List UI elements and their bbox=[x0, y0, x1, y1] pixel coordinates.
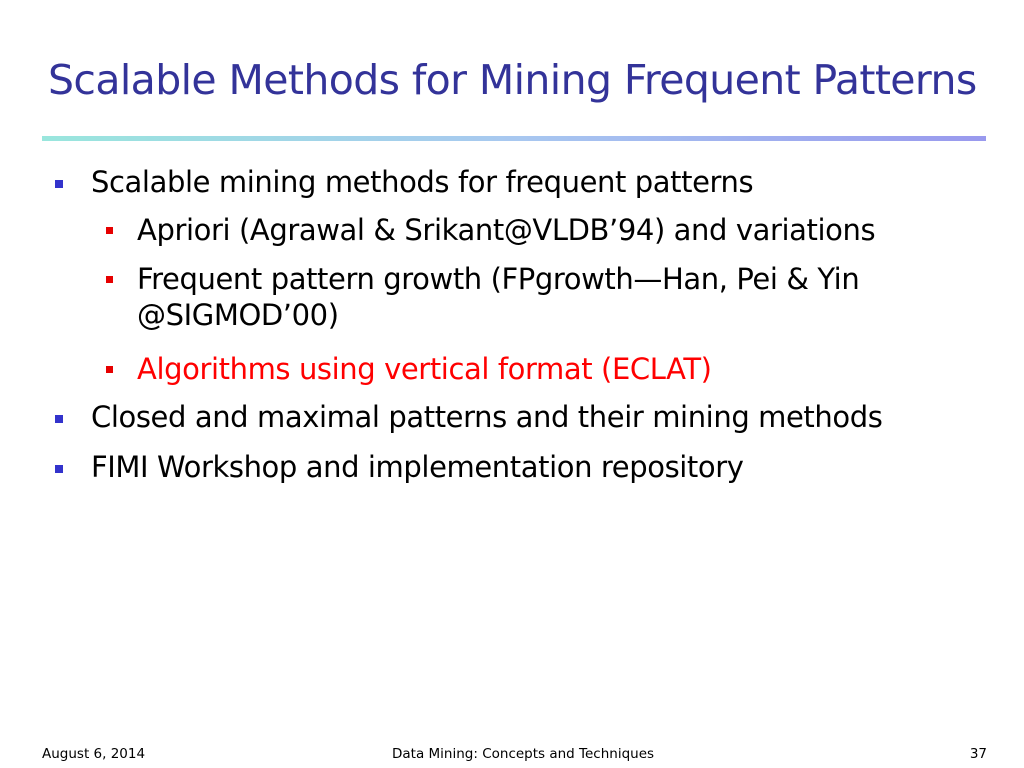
square-bullet-icon bbox=[55, 415, 63, 423]
bullet-text: Frequent pattern growth (FPgrowth—Han, Pei & Yin @SIGMOD’00) bbox=[137, 262, 860, 332]
square-bullet-icon bbox=[106, 276, 113, 283]
bullet-text: Algorithms using vertical format (ECLAT) bbox=[137, 352, 712, 386]
bullet-text: Closed and maximal patterns and their mining methods bbox=[91, 400, 883, 434]
bullet-text: FIMI Workshop and implementation repository bbox=[91, 450, 744, 484]
bullet-item-level2 bbox=[137, 261, 977, 333]
footer-course-title: Data Mining: Concepts and Techniques bbox=[392, 746, 655, 762]
slide-title: Scalable Methods for Mining Frequent Patterns bbox=[48, 56, 977, 104]
bullet-item-level1 bbox=[91, 449, 991, 485]
bullet-item-level1 bbox=[91, 399, 991, 435]
bullet-item-level2 bbox=[137, 212, 977, 248]
bullet-text: Apriori (Agrawal & Srikant@VLDB’94) and variations bbox=[137, 213, 876, 247]
footer-date: August 6, 2014 bbox=[42, 746, 146, 762]
square-bullet-icon bbox=[106, 366, 113, 373]
footer-page-number: 37 bbox=[969, 746, 987, 762]
bullet-item-level2-highlighted bbox=[137, 351, 977, 387]
bullet-text: Scalable mining methods for frequent patterns bbox=[91, 165, 754, 199]
square-bullet-icon bbox=[55, 465, 63, 473]
square-bullet-icon bbox=[106, 227, 113, 234]
bullet-item-level1 bbox=[91, 164, 991, 200]
title-divider bbox=[42, 136, 986, 141]
square-bullet-icon bbox=[55, 180, 63, 188]
